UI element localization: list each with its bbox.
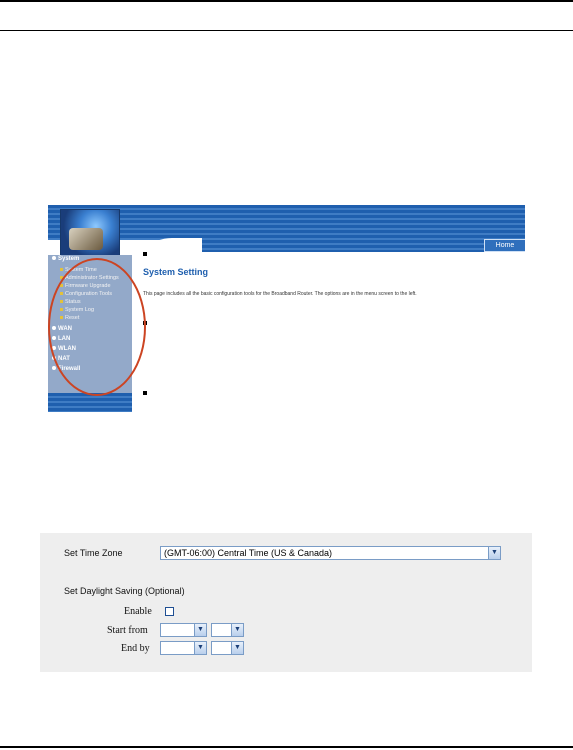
start-month-select[interactable] <box>160 623 207 637</box>
time-zone-value: (GMT-06:00) Central Time (US & Canada) <box>164 548 333 558</box>
start-from-label: Start from <box>107 625 148 636</box>
menu-configuration-tools[interactable]: Configuration Tools <box>60 291 112 297</box>
page-description: This page includes all the basic configuration tools for the Broadband Router. The options are in the menu screen to the left. <box>143 291 417 297</box>
menu-status[interactable]: Status <box>60 299 81 305</box>
screenshot-header-band-right <box>178 240 525 252</box>
screenshot-footer-band <box>48 393 132 412</box>
time-zone-select[interactable] <box>160 546 501 560</box>
annotation-highlight-circle <box>48 258 146 396</box>
menu-firewall[interactable]: Firewall <box>52 366 80 372</box>
layout-marker <box>143 391 147 395</box>
bullet-icon <box>60 268 63 271</box>
arrow-icon <box>52 256 56 260</box>
end-month-select[interactable] <box>160 641 207 655</box>
time-zone-label: Set Time Zone <box>64 548 123 558</box>
menu-admin-settings[interactable]: Administrator Settings <box>60 275 119 281</box>
end-day-select[interactable] <box>211 641 244 655</box>
menu-wlan[interactable]: WLAN <box>52 346 76 352</box>
layout-marker <box>143 252 147 256</box>
menu-system-time[interactable]: System Time <box>60 267 97 273</box>
page-header-rule <box>0 30 573 31</box>
menu-firmware-upgrade[interactable]: Firmware Upgrade <box>60 283 111 289</box>
logo-globe-image <box>60 209 120 257</box>
end-by-label: End by <box>121 643 150 654</box>
menu-reset[interactable]: Reset <box>60 315 79 321</box>
arrow-icon <box>52 366 56 370</box>
menu-system[interactable]: System <box>52 256 79 262</box>
chevron-down-icon[interactable]: ▼ <box>194 624 206 636</box>
menu-system-log[interactable]: System Log <box>60 307 94 313</box>
enable-label: Enable <box>124 606 152 617</box>
page-bottom-rule <box>0 746 573 748</box>
page-title: System Setting <box>143 267 209 277</box>
menu-wan[interactable]: WAN <box>52 326 72 332</box>
chevron-down-icon[interactable]: ▼ <box>194 642 206 654</box>
chevron-down-icon[interactable]: ▼ <box>488 547 500 559</box>
chevron-down-icon[interactable]: ▼ <box>231 642 243 654</box>
home-button[interactable]: Home <box>484 239 525 252</box>
page-top-rule <box>0 0 573 2</box>
start-day-select[interactable] <box>211 623 244 637</box>
daylight-saving-label: Set Daylight Saving (Optional) <box>64 586 185 596</box>
menu-lan[interactable]: LAN <box>52 336 70 342</box>
chevron-down-icon[interactable]: ▼ <box>231 624 243 636</box>
menu-nat[interactable]: NAT <box>52 356 70 362</box>
enable-checkbox[interactable] <box>165 607 174 616</box>
